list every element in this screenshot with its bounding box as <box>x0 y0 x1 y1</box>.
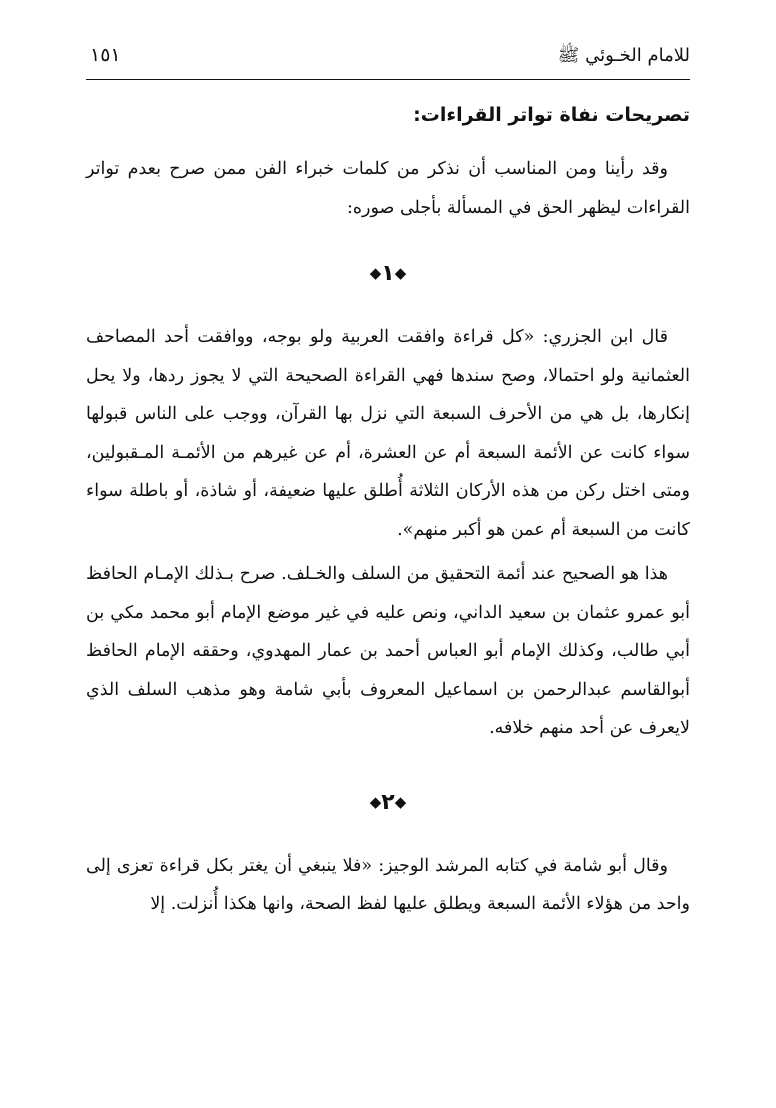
marker-number: ١ <box>381 261 395 286</box>
commentary-paragraph: هذا هو الصحيح عند أئمة التحقيق من السلف والخـلف. صرح بـذلك الإمـام الحافظ أبو عمرو عثمان بن سعيد الداني، ونص عليه في غير موضع الإمام أبو محمد مكي بن أبي طالب، وكذلك الإمام أبو العباس أحمد بن عمار المهدوي، وحققه الإمام الحافظ أبوالقاسم عبدالرحمن بن اسماعيل المعروف بأبي شامة وهو مذهب السلف الذي لايعرف عن أحد منهم خلافه. <box>86 564 690 738</box>
header-divider <box>86 79 690 80</box>
diamond-ornament-icon: ◆ <box>394 792 407 811</box>
marker-number: ٢ <box>381 789 395 815</box>
diamond-ornament-icon: ◆ <box>369 792 382 811</box>
page-number: ١٥١ <box>90 44 121 66</box>
diamond-ornament-icon: ◆ <box>394 264 407 282</box>
page-body <box>86 100 690 924</box>
section-marker-1 <box>86 253 690 294</box>
header-title: للامام الخـوئي ﷺ <box>557 45 690 66</box>
abu-shama-quote: وقال أبو شامة في كتابه المرشد الوجيز: «فلا ينبغي أن يغتر بكل قراءة تعزى إلى واحد من هؤلاء الأئمة السبعة ويطلق عليها لفظ الصحة، وانها هكذا أُنزلت. إلا <box>86 855 690 914</box>
diamond-ornament-icon: ◆ <box>369 264 382 282</box>
section-marker-2 <box>86 782 690 823</box>
running-head <box>86 40 690 80</box>
intro-paragraph: وقد رأينا ومن المناسب أن نذكر من كلمات خبراء الفن ممن صرح بعدم تواتر القراءات ليظهر الحق في المسألة بأجلى صوره: <box>86 159 690 218</box>
section-heading: تصريحات نفاة تواتر القراءات: <box>413 104 690 126</box>
ibn-jazari-quote: قال ابن الجزري: «كل قراءة وافقت العربية ولو بوجه، ووافقت أحد المصاحف العثمانية ولو احتمالا، وصح سندها فهي القراءة الصحيحة التي لا يجوز ردها، ولا يحل إنكارها، بل هي من الأحرف السبعة التي نزل بها القرآن، ووجب على الناس قبولها سواء كانت عن الأئمة السبعة أم عن العشرة، أم عن غيرهم من الأئمـة المـقبولين، ومتى اختل ركن من هذه الأركان الثلاثة أُطلق عليها ضعيفة، أو شاذة، أو باطلة سواء كانت من السبعة أم عمن هو أكبر منهم». <box>86 327 690 540</box>
